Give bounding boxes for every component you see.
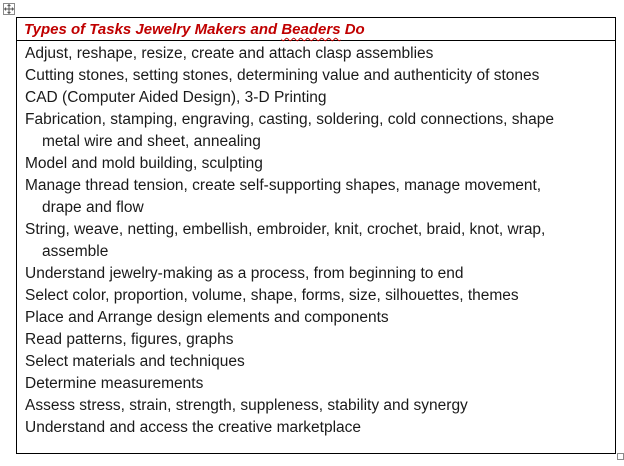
task-text: Adjust, reshape, resize, create and attach clasp assemblies: [25, 45, 434, 62]
table-body-cell[interactable]: [17, 41, 615, 439]
task-text-continuation: metal wire and sheet, annealing: [42, 133, 261, 150]
task-list-item: [25, 87, 609, 109]
task-list-item: [25, 175, 609, 219]
task-text: Understand jewelry-making as a process, from beginning to end: [25, 265, 464, 282]
task-list-item: [25, 285, 609, 307]
task-list-item: [25, 307, 609, 329]
header-title-part-1: Types of Tasks Jewelry Makers and: [24, 21, 282, 38]
table-resize-handle-icon[interactable]: [617, 453, 624, 460]
task-text: Select materials and techniques: [25, 353, 245, 370]
task-list-item: [25, 351, 609, 373]
task-text: Understand and access the creative marketplace: [25, 419, 362, 436]
task-text: Manage thread tension, create self-supporting shapes, manage movement,: [25, 177, 542, 194]
table-move-handle-icon[interactable]: [3, 3, 15, 15]
task-text: Read patterns, figures, graphs: [25, 331, 234, 348]
task-text: Fabrication, stamping, engraving, casting, soldering, cold connections, shape: [25, 111, 555, 128]
task-text: Assess stress, strain, strength, suppleness, stability and synergy: [25, 397, 468, 414]
tasks-table: [16, 17, 616, 454]
header-title-part-2: Do: [340, 21, 365, 38]
task-list-item: [25, 417, 609, 439]
header-title-flagged-word: Beaders: [281, 21, 341, 38]
table-header-cell[interactable]: [17, 18, 615, 41]
task-list-item: [25, 373, 609, 395]
four-way-move-icon: [4, 4, 14, 14]
task-list-item: [25, 65, 609, 87]
task-list-item: [25, 153, 609, 175]
task-text: Cutting stones, setting stones, determining value and authenticity of stones: [25, 67, 540, 84]
task-text: Determine measurements: [25, 375, 204, 392]
task-list-item: [25, 329, 609, 351]
task-list-item: [25, 263, 609, 285]
task-text: Select color, proportion, volume, shape, forms, size, silhouettes, themes: [25, 287, 519, 304]
task-list-item: [25, 43, 609, 65]
task-list-item: [25, 395, 609, 417]
task-list-item: [25, 109, 609, 153]
task-text: CAD (Computer Aided Design), 3-D Printing: [25, 89, 327, 106]
task-list-item: [25, 219, 609, 263]
task-text-continuation: assemble: [42, 243, 109, 260]
task-text: Place and Arrange design elements and components: [25, 309, 389, 326]
task-text-continuation: drape and flow: [42, 199, 144, 216]
task-text: Model and mold building, sculpting: [25, 155, 263, 172]
task-text: String, weave, netting, embellish, embroider, knit, crochet, braid, knot, wrap,: [25, 221, 546, 238]
